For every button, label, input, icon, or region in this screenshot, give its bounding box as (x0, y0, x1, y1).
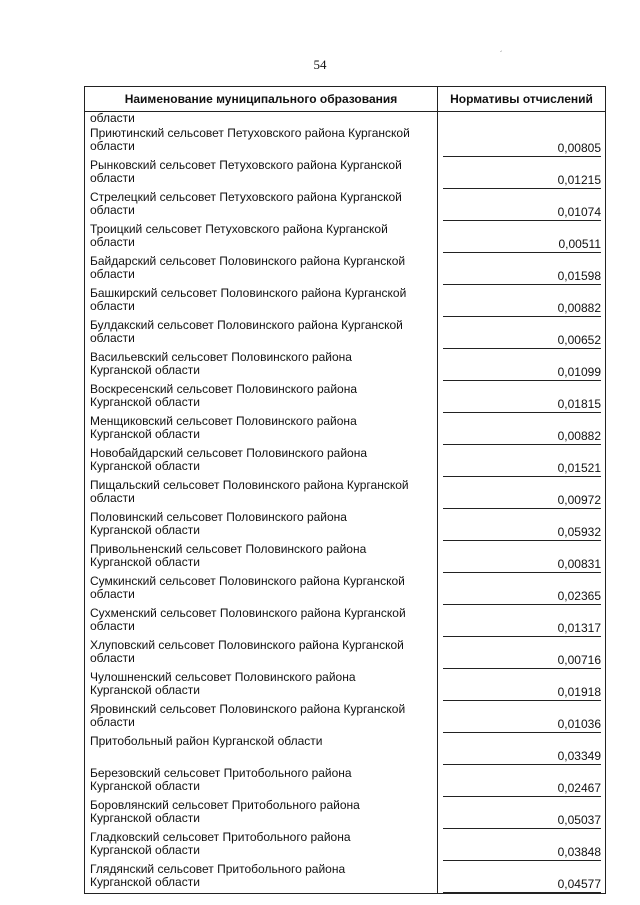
municipality-cell (85, 541, 438, 573)
allocation-value: 0,01317 (443, 622, 601, 637)
allocation-value: 0,02365 (443, 590, 601, 605)
municipality-name-line: Глядянский сельсовет Притобольного района (90, 862, 346, 876)
table-row (85, 861, 606, 894)
allocation-value: 0,01215 (443, 174, 601, 189)
municipality-cell (85, 829, 438, 861)
municipality-cell (85, 317, 438, 349)
allocation-value: 0,03848 (443, 846, 601, 861)
allocation-value: 0,05932 (443, 526, 601, 541)
allocation-value: 0,04577 (443, 878, 601, 893)
continuation-cell (85, 112, 438, 126)
allocation-value: 0,00716 (443, 654, 601, 669)
municipality-name-line: области (90, 715, 135, 729)
allocation-value: 0,00882 (443, 302, 601, 317)
municipality-name-line: области (90, 587, 135, 601)
table-row (85, 413, 606, 445)
municipality-cell (85, 509, 438, 541)
municipality-name-line: области (90, 491, 135, 505)
municipality-name-line: Яровинский сельсовет Половинского района Курганской (90, 702, 406, 716)
table-row (85, 573, 606, 605)
table-row (85, 349, 606, 381)
allocation-value-cell (438, 509, 606, 541)
municipality-name-line: Приютинский сельсовет Петуховского района Курганской (90, 126, 410, 140)
table-row (85, 733, 606, 765)
table-row (85, 285, 606, 317)
allocation-value: 0,00511 (443, 238, 601, 253)
allocation-value-cell (438, 157, 606, 189)
municipality-name-line: Курганской области (90, 779, 200, 793)
allocation-value-cell (438, 701, 606, 733)
municipality-cell (85, 573, 438, 605)
municipality-name-line: области (90, 619, 135, 633)
municipality-name-line: Курганской области (90, 427, 200, 441)
table-row (85, 157, 606, 189)
table-row (85, 541, 606, 573)
municipality-cell (85, 413, 438, 445)
municipality-name-line: Курганской области (90, 843, 200, 857)
allocation-value-cell (438, 381, 606, 413)
allocation-value-cell (438, 253, 606, 285)
allocation-value: 0,00805 (443, 142, 601, 157)
municipality-name-line: области (90, 171, 135, 185)
municipality-cell (85, 797, 438, 829)
allocation-value-cell (438, 797, 606, 829)
allocation-value: 0,01815 (443, 398, 601, 413)
municipality-cell (85, 189, 438, 221)
municipality-name-line: Половинский сельсовет Половинского района (90, 510, 347, 524)
municipality-name-line: Троицкий сельсовет Петуховского района Курганской (90, 222, 388, 236)
municipality-name-line: Сумкинский сельсовет Половинского района Курганской (90, 574, 405, 588)
allocation-value: 0,00882 (443, 430, 601, 445)
allocation-value-cell (438, 445, 606, 477)
table-row-continuation (85, 112, 606, 126)
municipality-name-line: Березовский сельсовет Притобольного района (90, 766, 352, 780)
municipality-name-line: Воскресенский сельсовет Половинского района (90, 382, 358, 396)
municipality-name-line: Притобольный район Курганской области (90, 734, 323, 748)
municipality-cell (85, 637, 438, 669)
allocation-value-cell (438, 829, 606, 861)
allocation-value-cell (438, 637, 606, 669)
allocation-value-cell (438, 477, 606, 509)
municipality-name-line: Курганской области (90, 555, 200, 569)
allocation-value-cell (438, 765, 606, 797)
table-header-row (85, 87, 606, 112)
municipality-name-line: области (90, 203, 135, 217)
allocation-value: 0,01598 (443, 270, 601, 285)
allocation-value-cell (438, 573, 606, 605)
municipality-name-line: области (90, 331, 135, 345)
allocation-value-cell (438, 349, 606, 381)
allocation-value-cell (438, 413, 606, 445)
municipality-name-line: Байдарский сельсовет Половинского района Курганской (90, 254, 406, 268)
table-row (85, 125, 606, 157)
table-row (85, 381, 606, 413)
municipality-name-line: Новобайдарский сельсовет Половинского района (90, 446, 368, 460)
municipality-name-line: Привольненский сельсовет Половинского района (90, 542, 367, 556)
allocation-value-cell (438, 733, 606, 765)
table-body (85, 112, 606, 894)
municipality-cell (85, 349, 438, 381)
allocation-value: 0,00652 (443, 334, 601, 349)
municipality-name-line: Гладковский сельсовет Притобольного района (90, 830, 351, 844)
allocation-value: 0,01074 (443, 206, 601, 221)
allocation-value-cell (438, 861, 606, 894)
allocation-value: 0,01918 (443, 686, 601, 701)
allocation-value-cell (438, 317, 606, 349)
municipality-name-line: Курганской области (90, 875, 200, 889)
municipality-cell (85, 285, 438, 317)
municipality-name-line: Хлуповский сельсовет Половинского района Курганской (90, 638, 404, 652)
municipality-name-line: Курганской области (90, 683, 200, 697)
municipality-name-line: Курганской области (90, 811, 200, 825)
header-municipality: Наименование муниципального образования (85, 87, 438, 112)
municipality-name-line: Рынковский сельсовет Петуховского района Курганской (90, 158, 402, 172)
municipality-name-line: Башкирский сельсовет Половинского района Курганской (90, 286, 407, 300)
municipality-name-line: Курганской области (90, 363, 200, 377)
table-row (85, 221, 606, 253)
municipality-name-line: Васильевский сельсовет Половинского района (90, 350, 352, 364)
continuation-value-cell (438, 112, 606, 126)
municipality-cell (85, 861, 438, 894)
allocation-value-cell (438, 189, 606, 221)
allocation-value: 0,02467 (443, 782, 601, 797)
allocation-value: 0,01521 (443, 462, 601, 477)
municipality-cell (85, 125, 438, 157)
table-row (85, 829, 606, 861)
table-row (85, 701, 606, 733)
municipality-name-line: области (90, 139, 135, 153)
allocation-value: 0,01099 (443, 366, 601, 381)
municipality-name-line: Курганской области (90, 523, 200, 537)
municipality-cell (85, 253, 438, 285)
municipality-cell (85, 445, 438, 477)
table-row (85, 477, 606, 509)
municipality-cell (85, 605, 438, 637)
allocation-value: 0,03349 (443, 750, 601, 765)
header-allocation-norms: Нормативы отчислений (438, 87, 606, 112)
table-row (85, 605, 606, 637)
municipality-name-line: области (90, 299, 135, 313)
municipality-name-line: Сухменский сельсовет Половинского района Курганской (90, 606, 406, 620)
allocation-value-cell (438, 125, 606, 157)
allocation-value-cell (438, 669, 606, 701)
table-row (85, 637, 606, 669)
municipality-cell (85, 701, 438, 733)
municipality-cell (85, 381, 438, 413)
municipality-name-line: Курганской области (90, 459, 200, 473)
municipality-name-line: области (90, 235, 135, 249)
allocation-value: 0,05037 (443, 814, 601, 829)
scan-speck: ´ (500, 50, 503, 59)
municipality-name-line: Чулошненский сельсовет Половинского района (90, 670, 356, 684)
municipality-name-line: Пищальский сельсовет Половинского района Курганской (90, 478, 409, 492)
table-row (85, 189, 606, 221)
municipality-name-line: Менщиковский сельсовет Половинского района (90, 414, 357, 428)
page-number: 54 (313, 57, 327, 72)
municipality-cell (85, 765, 438, 797)
municipality-cell (85, 157, 438, 189)
table-row (85, 765, 606, 797)
allocation-value-cell (438, 285, 606, 317)
allocation-value-cell (438, 605, 606, 637)
municipality-cell (85, 733, 438, 765)
municipality-cell (85, 221, 438, 253)
allocation-table (84, 86, 606, 894)
municipality-name-line: области (90, 651, 135, 665)
continuation-text: области (90, 111, 135, 125)
table-row (85, 317, 606, 349)
allocation-value: 0,01036 (443, 718, 601, 733)
table-row (85, 669, 606, 701)
allocation-value: 0,00831 (443, 558, 601, 573)
municipality-cell (85, 477, 438, 509)
municipality-name-line: Боровлянский сельсовет Притобольного района (90, 798, 360, 812)
allocation-value-cell (438, 221, 606, 253)
allocation-value-cell (438, 541, 606, 573)
table-row (85, 253, 606, 285)
municipality-name-line: области (90, 267, 135, 281)
table-row (85, 445, 606, 477)
municipality-name-line: Булдакский сельсовет Половинского района Курганской (90, 318, 403, 332)
table-row (85, 797, 606, 829)
municipality-name-line: Стрелецкий сельсовет Петуховского района Курганской (90, 190, 402, 204)
table-row (85, 509, 606, 541)
allocation-value: 0,00972 (443, 494, 601, 509)
municipality-name-line: Курганской области (90, 395, 200, 409)
municipality-cell (85, 669, 438, 701)
